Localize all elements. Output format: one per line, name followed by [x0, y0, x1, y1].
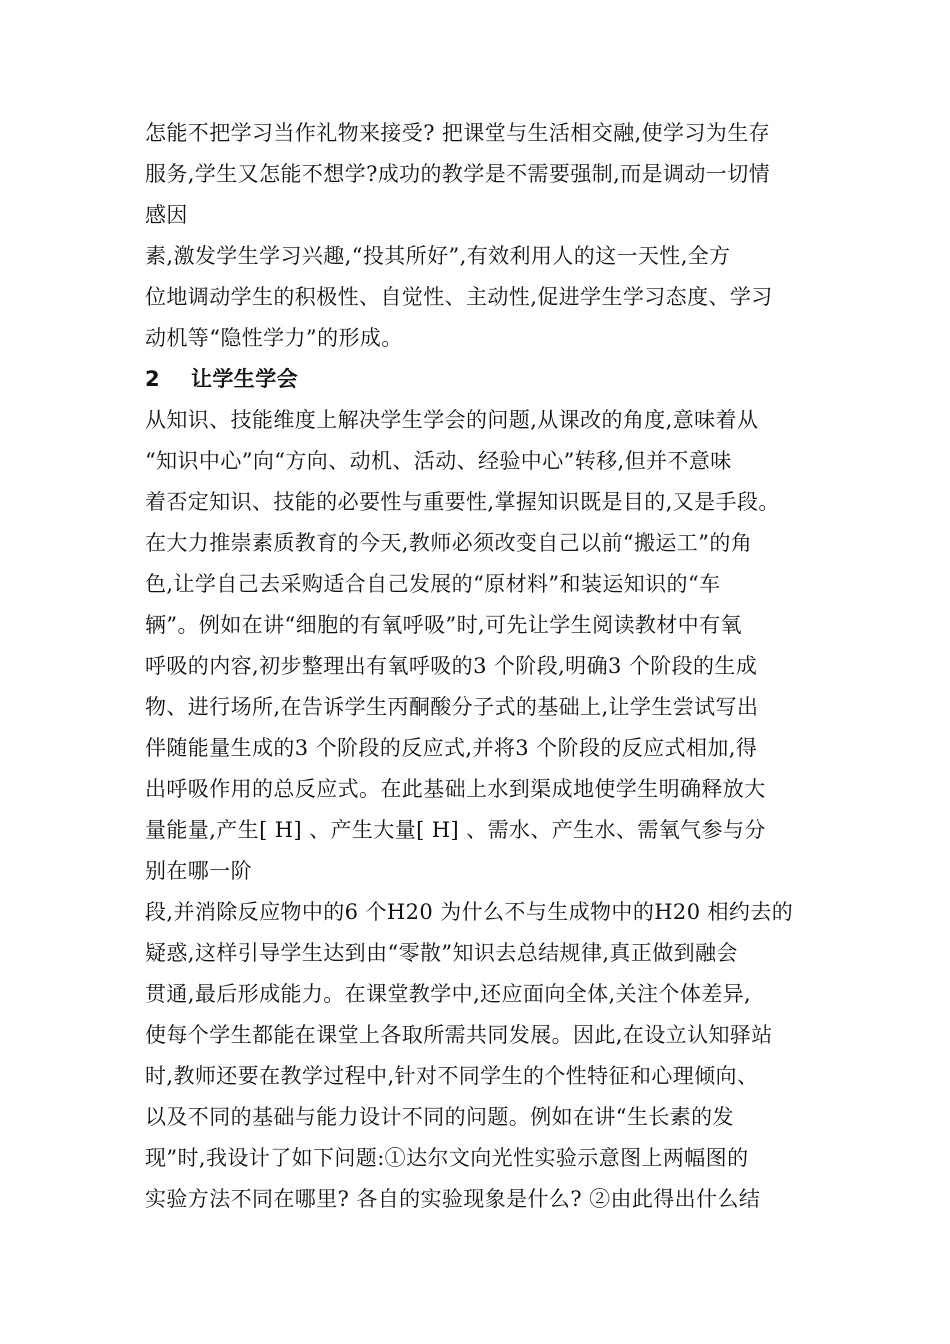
text-line: 物、进行场所,在告诉学生丙酮酸分子式的基础上,让学生尝试写出	[145, 695, 759, 719]
section-title: 让学生学会	[191, 367, 298, 391]
text-line: 贯通,最后形成能力。在课堂教学中,还应面向全体,关注个体差异,	[145, 982, 752, 1006]
section-number: 2	[145, 367, 161, 391]
text-line: 在大力推崇素质教育的今天,教师必须改变自己以前“搬运工”的角	[145, 531, 753, 555]
text-line: 色,让学自己去采购适合自己发展的“原材料”和装运知识的“车	[145, 572, 721, 596]
text-line: 使每个学生都能在课堂上各取所需共同发展。因此,在设立认知驿站	[145, 1023, 773, 1047]
section-heading	[145, 359, 810, 400]
text-line: 从知识、技能维度上解决学生学会的问题,从课改的角度,意味着从	[145, 408, 759, 432]
text-line: 以及不同的基础与能力设计不同的问题。例如在讲“生长素的发	[145, 1105, 734, 1129]
text-line: 出呼吸作用的总反应式。在此基础上水到渠成地使学生明确释放大	[145, 777, 766, 801]
text-line: 段,并消除反应物中的6 个H20 为什么不与生成物中的H20 相约去的	[145, 900, 794, 924]
text-line: 时,教师还要在教学过程中,针对不同学生的个性特征和心理倾向、	[145, 1064, 759, 1088]
document-body	[145, 113, 810, 1220]
text-line: 服务,学生又怎能不想学?成功的教学是不需要强制,而是调动一切情	[145, 162, 771, 186]
text-line: 实验方法不同在哪里? 各自的实验现象是什么? ②由此得出什么结	[145, 1187, 761, 1211]
text-line: 辆”。例如在讲“细胞的有氧呼吸”时,可先让学生阅读教材中有氧	[145, 613, 742, 637]
text-line: “知识中心”向“方向、动机、活动、经验中心”转移,但并不意味	[145, 449, 732, 473]
text-line: 疑惑,这样引导学生达到由“零散”知识去总结规律,真正做到融会	[145, 941, 738, 965]
text-line: 位地调动学生的积极性、自觉性、主动性,促进学生学习态度、学习	[145, 285, 773, 309]
text-line: 素,激发学生学习兴趣,“投其所好”,有效利用人的这一天性,全方	[145, 244, 731, 268]
text-line: 怎能不把学习当作礼物来接受? 把课堂与生活相交融,使学习为生存	[145, 121, 771, 145]
text-line: 感因	[145, 203, 188, 227]
text-line: 量能量,产生[ H] 、产生大量[ H] 、需水、产生水、需氧气参与分	[145, 818, 766, 842]
text-line: 呼吸的内容,初步整理出有氧呼吸的3 个阶段,明确3 个阶段的生成	[145, 654, 758, 678]
text-line: 动机等“隐性学力”的形成。	[145, 326, 403, 350]
text-line: 着否定知识、技能的必要性与重要性,掌握知识既是目的,又是手段。	[145, 490, 780, 514]
text-line: 别在哪一阶	[145, 859, 252, 883]
text-line: 伴随能量生成的3 个阶段的反应式,并将3 个阶段的反应式相加,得	[145, 736, 758, 760]
text-line: 现”时,我设计了如下问题:①达尔文向光性实验示意图上两幅图的	[145, 1146, 749, 1170]
